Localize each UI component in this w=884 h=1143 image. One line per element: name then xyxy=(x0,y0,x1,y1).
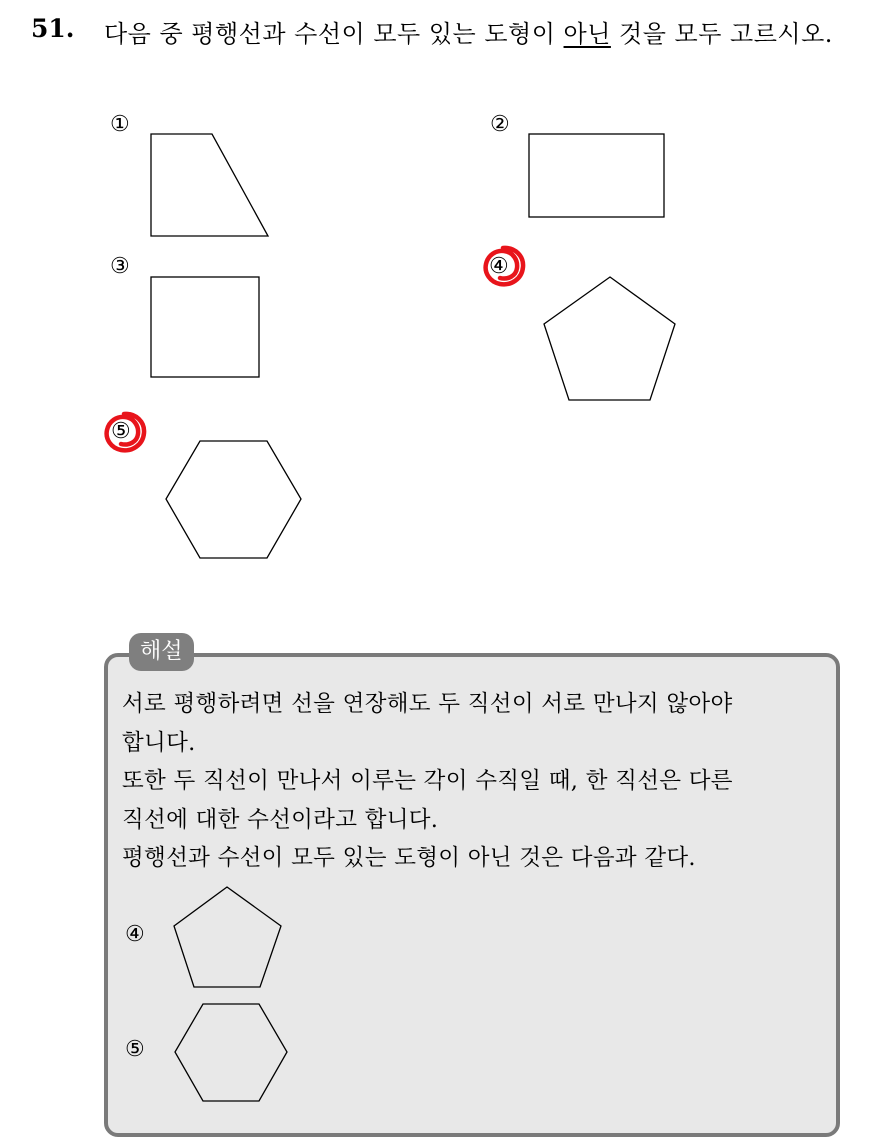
question-text-underlined: 아닌 xyxy=(563,20,611,48)
explanation-line: 또한 두 직선이 만나서 이루는 각이 수직일 때, 한 직선은 다른 xyxy=(122,768,733,794)
choice-4-label[interactable]: ④ xyxy=(489,254,509,279)
explanation-line: 합니다. xyxy=(122,729,196,756)
explanation-line: 평행선과 수선이 모두 있는 도형이 아닌 것은 다음과 같다. xyxy=(122,845,696,871)
choice-2-label[interactable]: ② xyxy=(490,112,510,137)
choice-3-label[interactable]: ③ xyxy=(110,254,130,279)
answer-4-label: ④ xyxy=(125,922,145,947)
answer-5-label: ⑤ xyxy=(125,1037,145,1062)
explanation-line: 직선에 대한 수선이라고 합니다. xyxy=(122,806,439,833)
explanation-line: 서로 평행하려면 선을 연장해도 두 직선이 서로 만나지 않아야 xyxy=(122,691,733,717)
question-text-after: 것을 모두 고르시오. xyxy=(610,20,833,48)
choice-1-label[interactable]: ① xyxy=(110,112,130,137)
explanation-tag: 해설 xyxy=(129,633,194,671)
question-number: 51. xyxy=(31,14,75,43)
choice-5-label[interactable]: ⑤ xyxy=(111,419,131,444)
question-text-before: 다음 중 평행선과 수선이 모두 있는 도형이 xyxy=(104,20,564,48)
